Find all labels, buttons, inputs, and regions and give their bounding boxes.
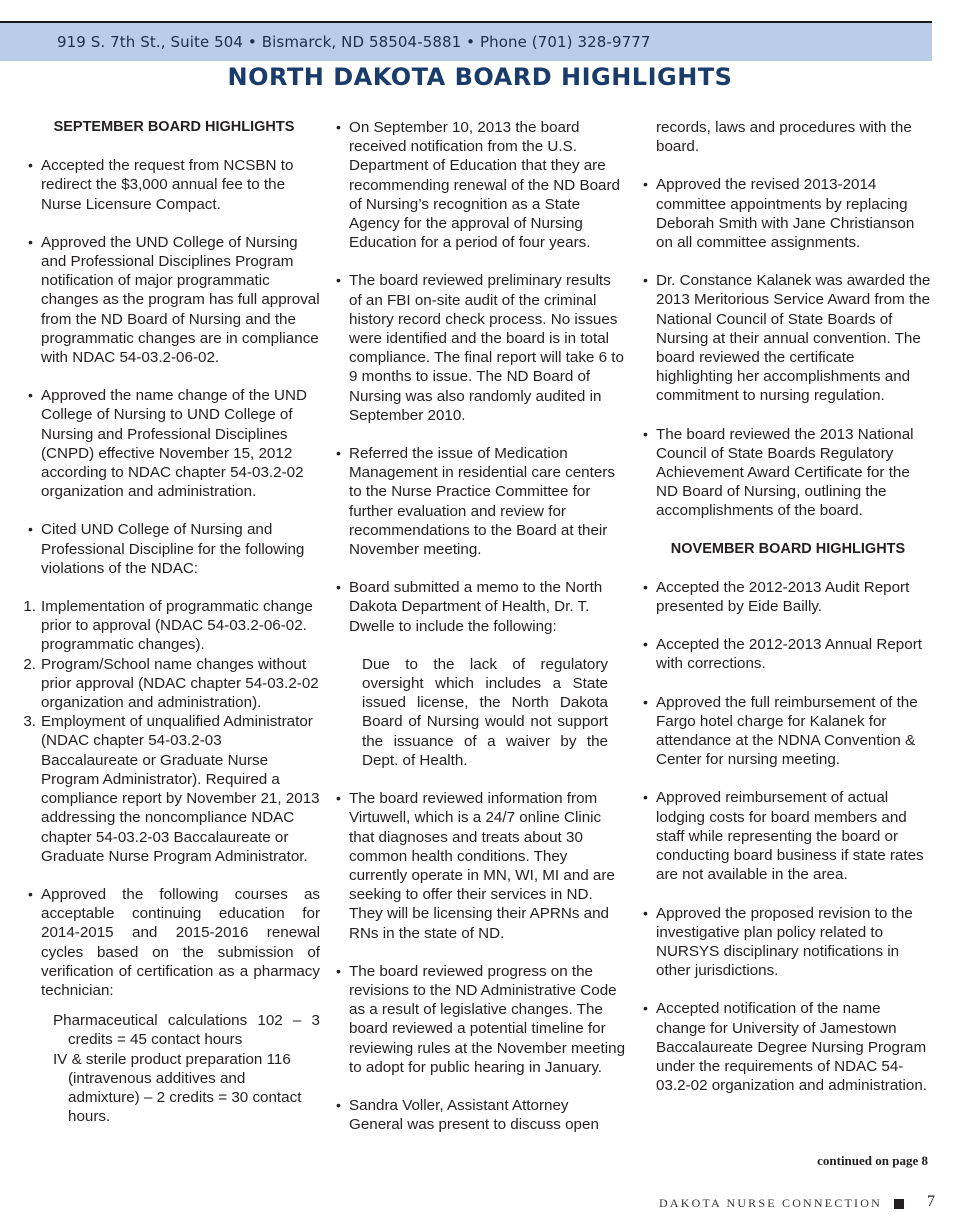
list-item: • Approved the following courses as acceptable continuing education for 2014-2015 and 2015-2016 renewal cycles based on the submission of verification of certification as a pharmacy technician:	[28, 885, 320, 1000]
list-item: • Accepted the request from NCSBN to redirect the $3,000 annual fee to the Nurse Licensure Compact.	[28, 156, 320, 214]
course-item: Pharmaceutical calculations 102 – 3 credits = 45 contact hours	[53, 1012, 320, 1049]
list-item: • Approved reimbursement of actual lodging costs for board members and staff while representing the board or conducting board business if state rates are not available in the area.	[643, 788, 933, 884]
page-number: 7	[927, 1193, 935, 1210]
column-3	[643, 118, 933, 1114]
course-list	[28, 1011, 320, 1126]
list-item: • Referred the issue of Medication Management in residential care centers to the Nurse Practice Committee for further evaluation and review for recommendations to the Board at their November meeting.	[336, 444, 626, 559]
list-item: • Approved the revised 2013-2014 committee appointments by replacing Deborah Smith with Jane Christianson on all committee assignments.	[643, 175, 933, 252]
column-1	[23, 118, 320, 1126]
list-item: • Accepted the 2012-2013 Audit Report presented by Eide Bailly.	[643, 578, 933, 616]
memo-quote: Due to the lack of regulatory oversight which includes a State issued license, the North Dakota Board of Nursing would not support the issuance of a waiver by the Dept. of Health.	[362, 655, 608, 769]
list-item: • On September 10, 2013 the board received notification from the U.S. Department of Education that they are recommending renewal of the ND Board of Nursing’s recognition as a State Agency for the approval of Nursing Education for a period of four years.	[336, 118, 626, 252]
section-heading-september: SEPTEMBER BOARD HIGHLIGHTS	[53, 119, 295, 135]
list-item: • The board reviewed information from Virtuwell, which is a 24/7 online Clinic that diagnoses and treats about 30 common health conditions. They currently operate in MN, WI, MI and are seeking to offer their services in ND. They will be licensing their APRNs and RNs in the state of ND.	[336, 789, 626, 943]
list-item: • Board submitted a memo to the North Dakota Department of Health, Dr. T. Dwelle to include the following:	[336, 578, 626, 636]
numbered-item	[23, 597, 320, 655]
list-item: • Dr. Constance Kalanek was awarded the 2013 Meritorious Service Award from the National Council of State Boards of Nursing at their annual convention. The board reviewed the certificate highlighting her accomplishments and commitment to nursing regulation.	[643, 271, 933, 405]
list-item: • Sandra Voller, Assistant Attorney General was present to discuss open	[336, 1096, 626, 1134]
list-item: • The board reviewed the 2013 National Council of State Boards Regulatory Achievement Award Certificate for the ND Board of Nursing, outlining the accomplishments of the board.	[643, 425, 933, 521]
continued-note: continued on page 8	[817, 1153, 928, 1168]
course-item: IV & sterile product preparation 116 (intravenous additives and admixture) – 2 credits = 30 contact hours.	[53, 1050, 302, 1126]
continued-text: records, laws and procedures with the board.	[656, 119, 912, 156]
publication-name: DAKOTA NURSE CONNECTION	[659, 1196, 882, 1210]
section-heading-november: NOVEMBER BOARD HIGHLIGHTS	[670, 540, 906, 557]
violations-list	[23, 597, 320, 866]
address-text: 919 S. 7th St., Suite 504 • Bismarck, ND 58504-5881 • Phone (701) 328-9777	[57, 33, 651, 51]
list-item: • Approved the full reimbursement of the Fargo hotel charge for Kalanek for attendance at the NDNA Convention & Center for nursing meeting.	[643, 693, 933, 770]
list-item: • Accepted the 2012-2013 Annual Report with corrections.	[643, 635, 933, 673]
item-number: 2.	[23, 655, 36, 673]
list-item: • The board reviewed progress on the revisions to the ND Administrative Code as a result of legislative changes. The board reviewed a potential timeline for reviewing rules at the November meeting to adopt for public hearing in January.	[336, 962, 626, 1077]
column-2	[336, 118, 626, 1153]
numbered-item-text: Implementation of programmatic change prior to approval (NDAC 54-03.2-06-02. programmatic changes).	[41, 598, 313, 654]
numbered-item	[23, 655, 320, 713]
list-item: • Approved the UND College of Nursing and Professional Disciplines Program notification of major programmatic changes as the program has full approval from the ND Board of Nursing and the programmatic changes are in compliance with NDAC 54-03.2-06-02.	[28, 233, 320, 367]
list-item: • Approved the name change of the UND College of Nursing to UND College of Nursing and Professional Disciplines (CNPD) effective November 15, 2012 according to NDAC chapter 54-03.2-02 organization and administration.	[28, 386, 320, 501]
numbered-item-text: Program/School name changes without prior approval (NDAC chapter 54-03.2-02 organization and administration).	[41, 655, 319, 712]
list-item: • The board reviewed preliminary results of an FBI on-site audit of the criminal history record check process. No issues were identified and the board is in total compliance. The final report will take 6 to 9 months to issue. The ND Board of Nursing was also randomly audited in September 2010.	[336, 271, 626, 425]
numbered-item-text: Employment of unqualified Administrator (NDAC chapter 54-03.2-03 Baccalaureate or Graduate Nurse Program Administrator). Required a compliance report by November 21, 2013 addressing the noncompliance NDAC chapter 54-03.2-03 Baccalaureate or Graduate Nurse Program Administrator.	[41, 713, 320, 865]
item-number: 3.	[23, 713, 36, 731]
list-item: • Cited UND College of Nursing and Professional Discipline for the following violations of the NDAC:	[28, 520, 320, 578]
list-item: • Accepted notification of the name change for University of Jamestown Baccalaureate Degree Nursing Program under the requirements of NDAC 54-03.2-02 organization and administration.	[643, 999, 933, 1095]
page-title: NORTH DAKOTA BOARD HIGHLIGHTS	[227, 63, 733, 91]
item-number: 1.	[23, 598, 36, 616]
list-item: • Approved the proposed revision to the investigative plan policy related to NURSYS disciplinary notifications in other jurisdictions.	[643, 904, 933, 981]
numbered-item	[23, 712, 320, 866]
footer-square	[894, 1199, 904, 1209]
